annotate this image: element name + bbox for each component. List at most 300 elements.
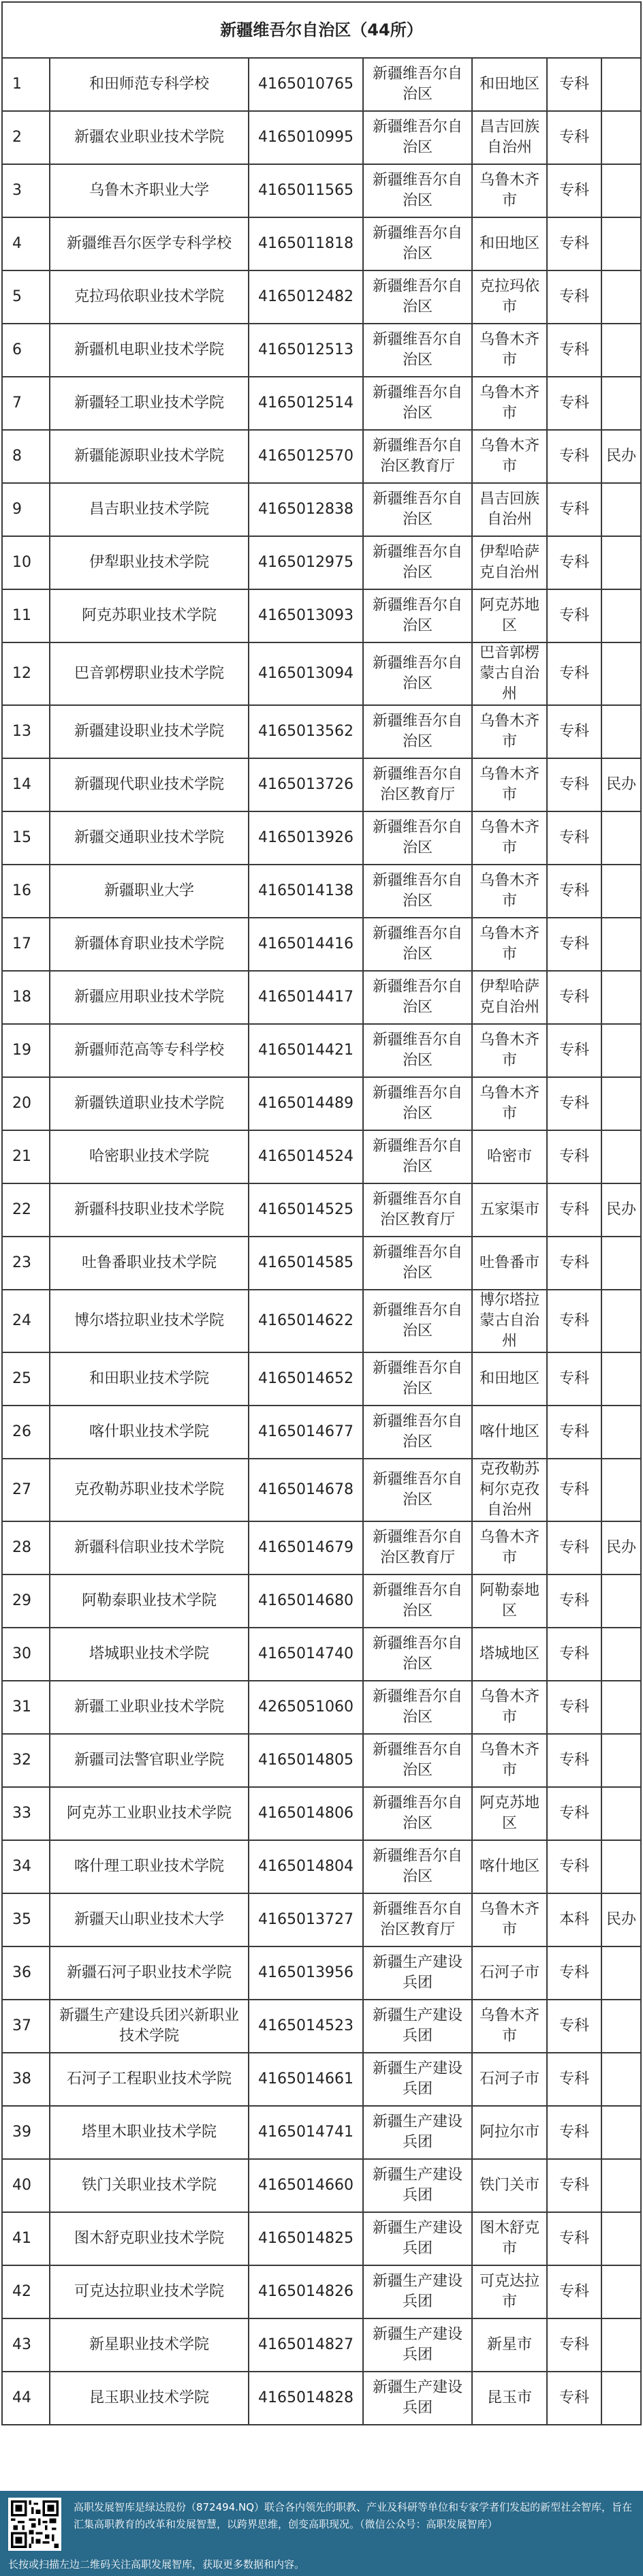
table-row <box>2 430 641 483</box>
remark <box>601 1734 641 1787</box>
remark <box>601 1130 641 1183</box>
location: 乌鲁木齐市 <box>472 1893 547 1946</box>
school-name: 伊犁职业技术学院 <box>50 536 249 589</box>
table-row <box>2 2053 641 2106</box>
remark <box>601 2372 641 2425</box>
authority: 新疆维吾尔自治区 <box>363 217 472 270</box>
level: 专科 <box>547 758 601 811</box>
level: 专科 <box>547 483 601 536</box>
school-code: 4165014421 <box>249 1024 363 1077</box>
table-row <box>2 2318 641 2372</box>
authority: 新疆维吾尔自治区 <box>363 270 472 324</box>
table-row <box>2 1840 641 1893</box>
school-name: 新疆农业职业技术学院 <box>50 111 249 164</box>
location: 五家渠市 <box>472 1183 547 1237</box>
level: 专科 <box>547 642 601 705</box>
school-name: 和田职业技术学院 <box>50 1352 249 1406</box>
authority: 新疆维吾尔自治区教育厅 <box>363 1893 472 1946</box>
row-number: 3 <box>2 164 50 217</box>
remark <box>601 705 641 758</box>
remark: 民办 <box>601 430 641 483</box>
school-name: 新疆应用职业技术学院 <box>50 971 249 1024</box>
level: 专科 <box>547 270 601 324</box>
school-name: 新疆能源职业技术学院 <box>50 430 249 483</box>
level: 专科 <box>547 918 601 971</box>
authority: 新疆维吾尔自治区 <box>363 1237 472 1290</box>
footer-note: 长按或扫描左边二维码关注高职发展智库，获取更多数据和内容。 <box>8 2558 305 2571</box>
school-name: 铁门关职业技术学院 <box>50 2159 249 2212</box>
school-code: 4165013094 <box>249 642 363 705</box>
row-number: 23 <box>2 1237 50 1290</box>
school-code: 4165014489 <box>249 1077 363 1130</box>
location: 哈密市 <box>472 1130 547 1183</box>
remark <box>601 865 641 918</box>
remark <box>601 1840 641 1893</box>
remark <box>601 2106 641 2159</box>
table-row <box>2 1183 641 1237</box>
level: 专科 <box>547 1130 601 1183</box>
location: 乌鲁木齐市 <box>472 2000 547 2053</box>
row-number: 27 <box>2 1459 50 1521</box>
location: 乌鲁木齐市 <box>472 377 547 430</box>
school-name: 新疆现代职业技术学院 <box>50 758 249 811</box>
authority: 新疆维吾尔自治区 <box>363 164 472 217</box>
table-row <box>2 1024 641 1077</box>
level: 专科 <box>547 1521 601 1574</box>
remark <box>601 1946 641 2000</box>
school-code: 4165014680 <box>249 1574 363 1628</box>
row-number: 25 <box>2 1352 50 1406</box>
row-number: 31 <box>2 1681 50 1734</box>
remark <box>601 111 641 164</box>
authority: 新疆维吾尔自治区 <box>363 536 472 589</box>
location: 石河子市 <box>472 1946 547 2000</box>
remark <box>601 2265 641 2318</box>
row-number: 32 <box>2 1734 50 1787</box>
remark <box>601 1406 641 1459</box>
school-name: 克孜勒苏职业技术学院 <box>50 1459 249 1521</box>
location: 乌鲁木齐市 <box>472 1521 547 1574</box>
table-row <box>2 1459 641 1521</box>
row-number: 36 <box>2 1946 50 2000</box>
school-code: 4165012975 <box>249 536 363 589</box>
table-row <box>2 2159 641 2212</box>
school-code: 4165014523 <box>249 2000 363 2053</box>
location: 乌鲁木齐市 <box>472 1024 547 1077</box>
school-code: 4165014828 <box>249 2372 363 2425</box>
row-number: 26 <box>2 1406 50 1459</box>
row-number: 8 <box>2 430 50 483</box>
location: 乌鲁木齐市 <box>472 705 547 758</box>
table-row <box>2 642 641 705</box>
level: 专科 <box>547 1290 601 1352</box>
school-code: 4165012482 <box>249 270 363 324</box>
school-name: 新疆司法警官职业学院 <box>50 1734 249 1787</box>
row-number: 18 <box>2 971 50 1024</box>
level: 专科 <box>547 2000 601 2053</box>
level: 专科 <box>547 1628 601 1681</box>
row-number: 7 <box>2 377 50 430</box>
table-row <box>2 1893 641 1946</box>
school-code: 4165014806 <box>249 1787 363 1840</box>
level: 专科 <box>547 1077 601 1130</box>
row-number: 35 <box>2 1893 50 1946</box>
remark <box>601 1290 641 1352</box>
school-name: 新疆石河子职业技术学院 <box>50 1946 249 2000</box>
table-row <box>2 705 641 758</box>
school-code: 4165014585 <box>249 1237 363 1290</box>
school-name: 巴音郭楞职业技术学院 <box>50 642 249 705</box>
location: 昌吉回族自治州 <box>472 483 547 536</box>
qr-code-icon[interactable] <box>8 2498 61 2551</box>
location: 乌鲁木齐市 <box>472 758 547 811</box>
remark <box>601 1237 641 1290</box>
row-number: 34 <box>2 1840 50 1893</box>
school-code: 4165013562 <box>249 705 363 758</box>
location: 克拉玛依市 <box>472 270 547 324</box>
remark <box>601 536 641 589</box>
authority: 新疆维吾尔自治区 <box>363 1787 472 1840</box>
school-name: 可克达拉职业技术学院 <box>50 2265 249 2318</box>
table-row <box>2 164 641 217</box>
row-number: 15 <box>2 811 50 865</box>
location: 阿拉尔市 <box>472 2106 547 2159</box>
school-code: 4165014804 <box>249 1840 363 1893</box>
remark <box>601 1628 641 1681</box>
school-code: 4165013727 <box>249 1893 363 1946</box>
row-number: 30 <box>2 1628 50 1681</box>
row-number: 44 <box>2 2372 50 2425</box>
table-row <box>2 1628 641 1681</box>
row-number: 14 <box>2 758 50 811</box>
school-code: 4165013093 <box>249 589 363 642</box>
remark <box>601 217 641 270</box>
school-name: 吐鲁番职业技术学院 <box>50 1237 249 1290</box>
authority: 新疆维吾尔自治区 <box>363 589 472 642</box>
authority: 新疆维吾尔自治区 <box>363 58 472 111</box>
location: 伊犁哈萨克自治州 <box>472 536 547 589</box>
school-code: 4165014661 <box>249 2053 363 2106</box>
authority: 新疆维吾尔自治区 <box>363 705 472 758</box>
school-code: 4165012514 <box>249 377 363 430</box>
location: 巴音郭楞蒙古自治州 <box>472 642 547 705</box>
authority: 新疆维吾尔自治区教育厅 <box>363 1521 472 1574</box>
school-name: 昌吉职业技术学院 <box>50 483 249 536</box>
authority: 新疆维吾尔自治区 <box>363 865 472 918</box>
school-code: 4165014652 <box>249 1352 363 1406</box>
location: 可克达拉市 <box>472 2265 547 2318</box>
school-code: 4165010995 <box>249 111 363 164</box>
remark <box>601 918 641 971</box>
remark <box>601 1352 641 1406</box>
school-code: 4165012570 <box>249 430 363 483</box>
table-row <box>2 865 641 918</box>
school-name: 新星职业技术学院 <box>50 2318 249 2372</box>
school-code: 4165012838 <box>249 483 363 536</box>
school-code: 4165014622 <box>249 1290 363 1352</box>
level: 专科 <box>547 1840 601 1893</box>
school-code: 4165012513 <box>249 324 363 377</box>
row-number: 1 <box>2 58 50 111</box>
table-row <box>2 2265 641 2318</box>
location: 铁门关市 <box>472 2159 547 2212</box>
school-code: 4165013926 <box>249 811 363 865</box>
location: 伊犁哈萨克自治州 <box>472 971 547 1024</box>
level: 本科 <box>547 1893 601 1946</box>
school-code: 4165014805 <box>249 1734 363 1787</box>
school-name: 新疆职业大学 <box>50 865 249 918</box>
remark <box>601 2000 641 2053</box>
remark <box>601 2212 641 2265</box>
level: 专科 <box>547 2106 601 2159</box>
school-name: 新疆天山职业技术大学 <box>50 1893 249 1946</box>
authority: 新疆维吾尔自治区 <box>363 1077 472 1130</box>
authority: 新疆生产建设兵团 <box>363 2106 472 2159</box>
authority: 新疆生产建设兵团 <box>363 1946 472 2000</box>
table-row <box>2 1130 641 1183</box>
table-row <box>2 58 641 111</box>
table-row <box>2 2106 641 2159</box>
level: 专科 <box>547 536 601 589</box>
level: 专科 <box>547 58 601 111</box>
school-code: 4165014740 <box>249 1628 363 1681</box>
school-name: 新疆维吾尔医学专科学校 <box>50 217 249 270</box>
remark <box>601 483 641 536</box>
school-code: 4165014677 <box>249 1406 363 1459</box>
location: 乌鲁木齐市 <box>472 865 547 918</box>
row-number: 9 <box>2 483 50 536</box>
table-row <box>2 1946 641 2000</box>
authority: 新疆维吾尔自治区 <box>363 377 472 430</box>
school-code: 4165014417 <box>249 971 363 1024</box>
location: 博尔塔拉蒙古自治州 <box>472 1290 547 1352</box>
level: 专科 <box>547 377 601 430</box>
location: 和田地区 <box>472 1352 547 1406</box>
row-number: 4 <box>2 217 50 270</box>
school-name: 哈密职业技术学院 <box>50 1130 249 1183</box>
authority: 新疆维吾尔自治区教育厅 <box>363 758 472 811</box>
authority: 新疆维吾尔自治区教育厅 <box>363 430 472 483</box>
authority: 新疆生产建设兵团 <box>363 2212 472 2265</box>
level: 专科 <box>547 1734 601 1787</box>
authority: 新疆维吾尔自治区 <box>363 1574 472 1628</box>
table-row <box>2 536 641 589</box>
row-number: 5 <box>2 270 50 324</box>
footer-description: 高职发展智库是绿达股份（872494.NQ）联合各内领先的职教、产业及科研等单位和专家学者们发起的新型社会智库，旨在汇集高职教育的改革和发展智慧，以跨界思维，创变高职现况。（微信公众号：高职发展智库） <box>74 2501 633 2530</box>
level: 专科 <box>547 1459 601 1521</box>
school-name: 塔城职业技术学院 <box>50 1628 249 1681</box>
school-name: 乌鲁木齐职业大学 <box>50 164 249 217</box>
location: 昆玉市 <box>472 2372 547 2425</box>
school-name: 喀什职业技术学院 <box>50 1406 249 1459</box>
school-code: 4165014524 <box>249 1130 363 1183</box>
remark <box>601 164 641 217</box>
level: 专科 <box>547 1024 601 1077</box>
row-number: 21 <box>2 1130 50 1183</box>
location: 阿克苏地区 <box>472 589 547 642</box>
school-name: 阿勒泰职业技术学院 <box>50 1574 249 1628</box>
location: 乌鲁木齐市 <box>472 1077 547 1130</box>
school-code: 4165013956 <box>249 1946 363 2000</box>
level: 专科 <box>547 111 601 164</box>
location: 乌鲁木齐市 <box>472 811 547 865</box>
school-name: 新疆体育职业技术学院 <box>50 918 249 971</box>
row-number: 12 <box>2 642 50 705</box>
remark <box>601 971 641 1024</box>
authority: 新疆维吾尔自治区 <box>363 811 472 865</box>
authority: 新疆维吾尔自治区 <box>363 1024 472 1077</box>
level: 专科 <box>547 1946 601 2000</box>
table-row <box>2 2000 641 2053</box>
row-number: 11 <box>2 589 50 642</box>
authority: 新疆生产建设兵团 <box>363 2265 472 2318</box>
school-name: 图木舒克职业技术学院 <box>50 2212 249 2265</box>
school-name: 新疆师范高等专科学校 <box>50 1024 249 1077</box>
location: 克孜勒苏柯尔克孜自治州 <box>472 1459 547 1521</box>
school-name: 新疆交通职业技术学院 <box>50 811 249 865</box>
level: 专科 <box>547 2159 601 2212</box>
remark <box>601 2318 641 2372</box>
authority: 新疆生产建设兵团 <box>363 2318 472 2372</box>
remark <box>601 377 641 430</box>
remark: 民办 <box>601 1183 641 1237</box>
school-name: 塔里木职业技术学院 <box>50 2106 249 2159</box>
table-row <box>2 1574 641 1628</box>
table-row <box>2 1290 641 1352</box>
school-code: 4165014660 <box>249 2159 363 2212</box>
location: 乌鲁木齐市 <box>472 324 547 377</box>
table-title-row <box>2 2 641 58</box>
remark: 民办 <box>601 758 641 811</box>
school-code: 4165014825 <box>249 2212 363 2265</box>
remark <box>601 1681 641 1734</box>
school-code: 4165014416 <box>249 918 363 971</box>
authority: 新疆维吾尔自治区 <box>363 1459 472 1521</box>
location: 和田地区 <box>472 217 547 270</box>
level: 专科 <box>547 1183 601 1237</box>
location: 乌鲁木齐市 <box>472 164 547 217</box>
school-name: 新疆生产建设兵团兴新职业技术学院 <box>50 2000 249 2053</box>
authority: 新疆生产建设兵团 <box>363 2372 472 2425</box>
authority: 新疆生产建设兵团 <box>363 2159 472 2212</box>
school-name: 新疆科信职业技术学院 <box>50 1521 249 1574</box>
location: 石河子市 <box>472 2053 547 2106</box>
school-name: 石河子工程职业技术学院 <box>50 2053 249 2106</box>
school-code: 4165011818 <box>249 217 363 270</box>
row-number: 16 <box>2 865 50 918</box>
table-row <box>2 1352 641 1406</box>
remark <box>601 324 641 377</box>
row-number: 2 <box>2 111 50 164</box>
school-name: 克拉玛依职业技术学院 <box>50 270 249 324</box>
row-number: 10 <box>2 536 50 589</box>
school-code: 4165014525 <box>249 1183 363 1237</box>
table-row <box>2 1734 641 1787</box>
authority: 新疆维吾尔自治区 <box>363 111 472 164</box>
school-table <box>1 1 642 2425</box>
remark <box>601 1024 641 1077</box>
table-title: 新疆维吾尔自治区（44所） <box>2 2 641 58</box>
location: 乌鲁木齐市 <box>472 430 547 483</box>
table-row <box>2 1787 641 1840</box>
remark <box>601 1787 641 1840</box>
level: 专科 <box>547 217 601 270</box>
school-code: 4165014741 <box>249 2106 363 2159</box>
school-name: 喀什理工职业技术学院 <box>50 1840 249 1893</box>
row-number: 24 <box>2 1290 50 1352</box>
level: 专科 <box>547 589 601 642</box>
authority: 新疆维吾尔自治区 <box>363 1290 472 1352</box>
row-number: 6 <box>2 324 50 377</box>
level: 专科 <box>547 2053 601 2106</box>
school-code: 4165014678 <box>249 1459 363 1521</box>
remark <box>601 58 641 111</box>
school-name: 新疆铁道职业技术学院 <box>50 1077 249 1130</box>
remark <box>601 642 641 705</box>
table-row <box>2 918 641 971</box>
level: 专科 <box>547 430 601 483</box>
authority: 新疆维吾尔自治区 <box>363 1681 472 1734</box>
remark <box>601 1459 641 1521</box>
table-row <box>2 758 641 811</box>
remark <box>601 2159 641 2212</box>
school-code: 4165014827 <box>249 2318 363 2372</box>
level: 专科 <box>547 705 601 758</box>
remark <box>601 811 641 865</box>
row-number: 13 <box>2 705 50 758</box>
school-code: 4165014679 <box>249 1521 363 1574</box>
school-name: 新疆建设职业技术学院 <box>50 705 249 758</box>
location: 和田地区 <box>472 58 547 111</box>
school-code: 4165014826 <box>249 2265 363 2318</box>
location: 图木舒克市 <box>472 2212 547 2265</box>
level: 专科 <box>547 1681 601 1734</box>
table-row <box>2 270 641 324</box>
row-number: 19 <box>2 1024 50 1077</box>
location: 新星市 <box>472 2318 547 2372</box>
authority: 新疆维吾尔自治区 <box>363 1840 472 1893</box>
authority: 新疆维吾尔自治区 <box>363 918 472 971</box>
location: 乌鲁木齐市 <box>472 1681 547 1734</box>
table-row <box>2 217 641 270</box>
table-row <box>2 1521 641 1574</box>
authority: 新疆生产建设兵团 <box>363 2053 472 2106</box>
school-code: 4165013726 <box>249 758 363 811</box>
level: 专科 <box>547 971 601 1024</box>
school-code: 4165014138 <box>249 865 363 918</box>
level: 专科 <box>547 865 601 918</box>
location: 阿勒泰地区 <box>472 1574 547 1628</box>
authority: 新疆维吾尔自治区 <box>363 1130 472 1183</box>
table-row <box>2 483 641 536</box>
table-row <box>2 811 641 865</box>
school-name: 新疆科技职业技术学院 <box>50 1183 249 1237</box>
authority: 新疆维吾尔自治区 <box>363 1734 472 1787</box>
school-code: 4165010765 <box>249 58 363 111</box>
row-number: 28 <box>2 1521 50 1574</box>
location: 喀什地区 <box>472 1406 547 1459</box>
row-number: 42 <box>2 2265 50 2318</box>
row-number: 33 <box>2 1787 50 1840</box>
table-row <box>2 377 641 430</box>
remark: 民办 <box>601 1521 641 1574</box>
table-row <box>2 2372 641 2425</box>
remark <box>601 1574 641 1628</box>
authority: 新疆维吾尔自治区 <box>363 483 472 536</box>
level: 专科 <box>547 1352 601 1406</box>
level: 专科 <box>547 2318 601 2372</box>
table-row <box>2 1406 641 1459</box>
